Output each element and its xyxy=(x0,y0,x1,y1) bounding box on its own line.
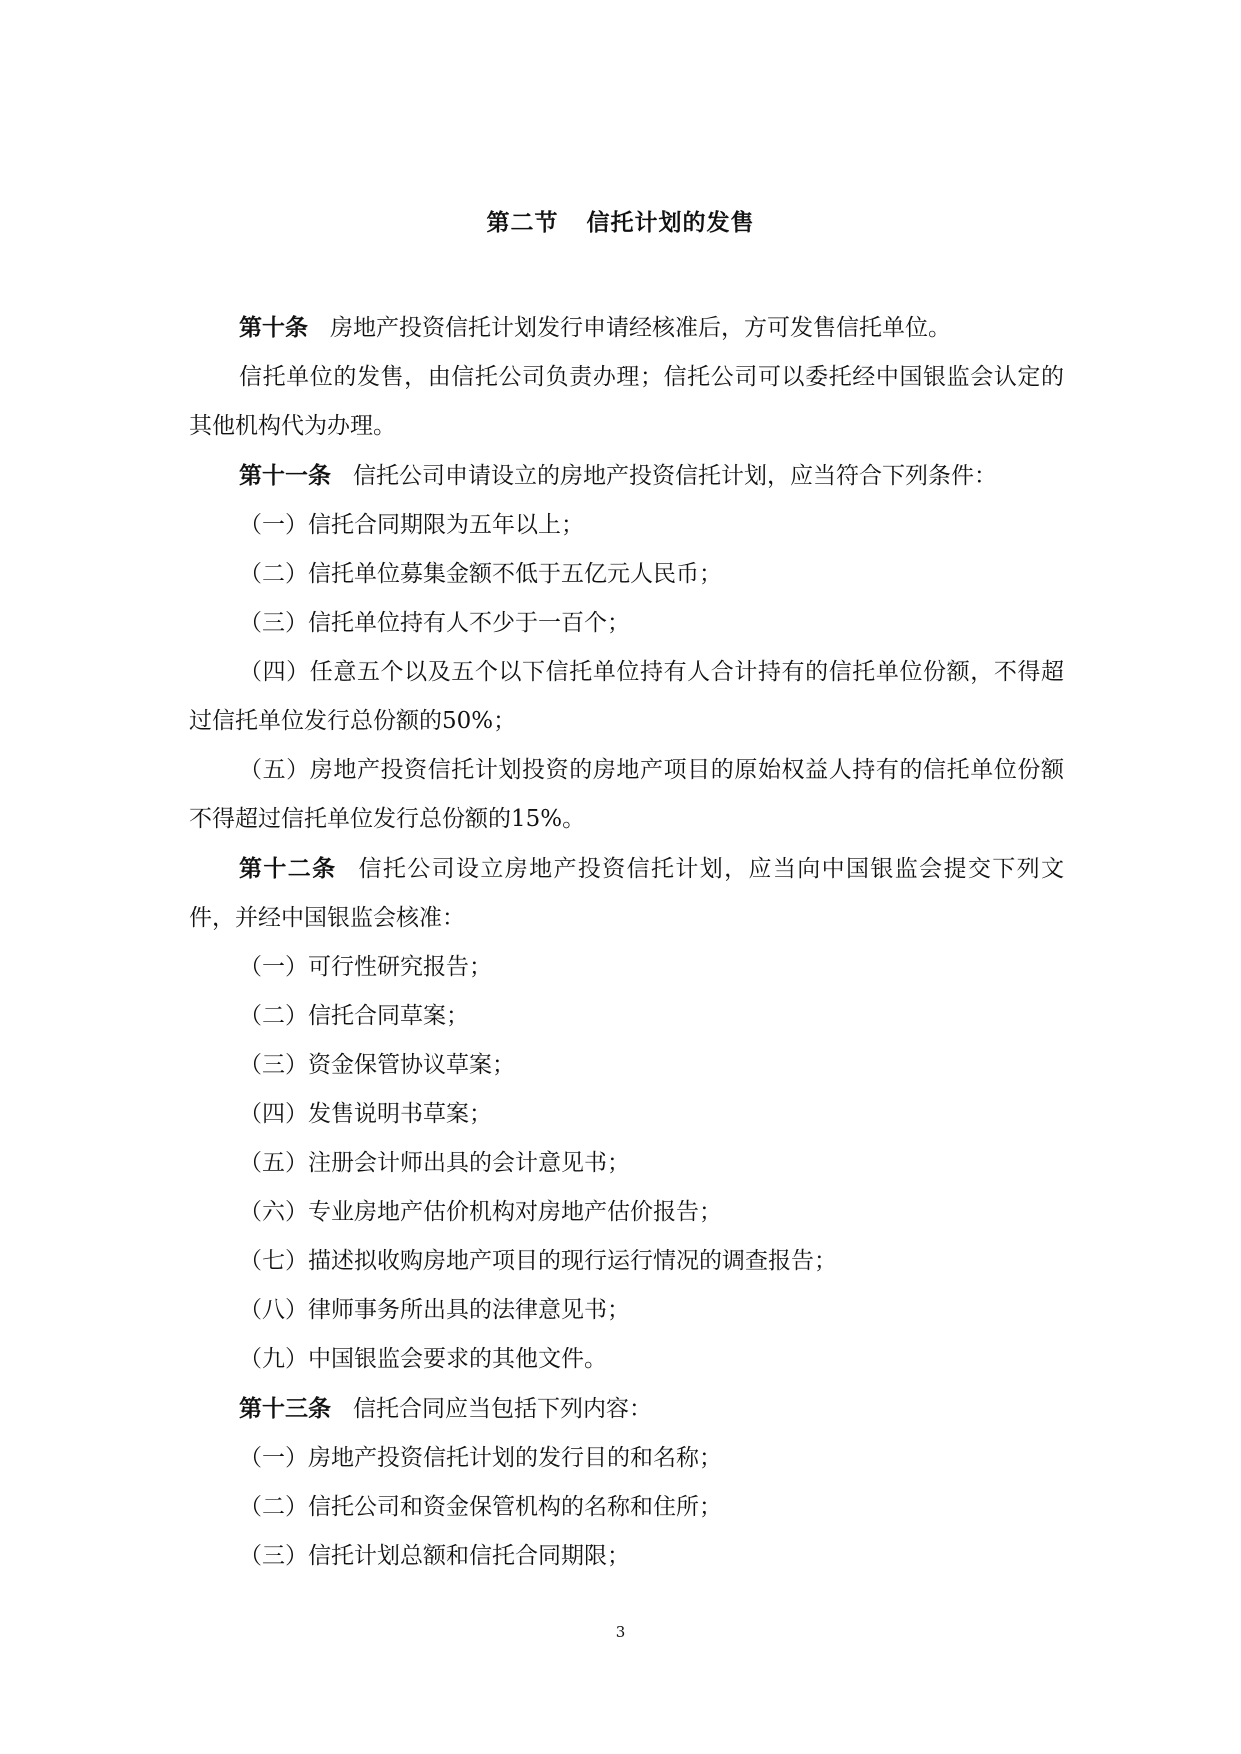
paragraph-text: （五）注册会计师出具的会计意见书； xyxy=(239,1150,630,1176)
article-label: 第十二条 xyxy=(239,855,337,882)
paragraph-text: （一）信托合同期限为五年以上； xyxy=(239,512,584,538)
body-text xyxy=(189,303,1064,1581)
paragraph-text: 信托公司申请设立的房地产投资信托计划，应当符合下列条件： xyxy=(353,463,997,489)
paragraph xyxy=(189,550,1064,599)
article-label: 第十三条 xyxy=(239,1395,331,1422)
paragraph xyxy=(189,1139,1064,1188)
article-label: 第十一条 xyxy=(239,462,331,489)
paragraph xyxy=(189,648,1064,746)
paragraph-text: 信托单位的发售，由信托公司负责办理；信托公司可以委托经中国银监会认定的其他机构代为办理。 xyxy=(189,364,1064,439)
paragraph xyxy=(189,1188,1064,1237)
paragraph-text: （一）可行性研究报告； xyxy=(239,954,492,980)
paragraph-text: 信托公司设立房地产投资信托计划，应当向中国银监会提交下列文件，并经中国银监会核准： xyxy=(189,856,1064,931)
section-heading xyxy=(0,205,1241,241)
paragraph xyxy=(189,1532,1064,1581)
paragraph xyxy=(189,746,1064,844)
paragraph xyxy=(189,599,1064,648)
page-number: 3 xyxy=(615,1623,626,1641)
article-paragraph xyxy=(189,303,1064,353)
paragraph-text: （二）信托单位募集金额不低于五亿元人民币； xyxy=(239,561,722,587)
paragraph xyxy=(189,1335,1064,1384)
paragraph-text: 信托合同应当包括下列内容： xyxy=(353,1396,652,1422)
paragraph-text: （三）资金保管协议草案； xyxy=(239,1052,515,1078)
paragraph xyxy=(189,501,1064,550)
section-title: 信托计划的发售 xyxy=(586,209,755,236)
paragraph-text: （六）专业房地产估价机构对房地产估价报告； xyxy=(239,1199,722,1225)
paragraph-text: 房地产投资信托计划发行申请经核准后，方可发售信托单位。 xyxy=(330,315,951,341)
paragraph xyxy=(189,1434,1064,1483)
article-paragraph xyxy=(189,1384,1064,1434)
paragraph-text: （三）信托计划总额和信托合同期限； xyxy=(239,1543,630,1569)
paragraph xyxy=(189,1286,1064,1335)
paragraph xyxy=(189,992,1064,1041)
paragraph-text: （九）中国银监会要求的其他文件。 xyxy=(239,1346,607,1372)
paragraph xyxy=(189,353,1064,451)
paragraph-text: （七）描述拟收购房地产项目的现行运行情况的调查报告； xyxy=(239,1248,837,1274)
paragraph xyxy=(189,1090,1064,1139)
paragraph-text: （五）房地产投资信托计划投资的房地产项目的原始权益人持有的信托单位份额不得超过信托单位发行总份额的15%。 xyxy=(189,757,1064,832)
paragraph-text: （一）房地产投资信托计划的发行目的和名称； xyxy=(239,1445,722,1471)
paragraph-text: （二）信托合同草案； xyxy=(239,1003,469,1029)
section-number: 第二节 xyxy=(486,209,559,236)
paragraph xyxy=(189,1041,1064,1090)
paragraph-text: （八）律师事务所出具的法律意见书； xyxy=(239,1297,630,1323)
paragraph xyxy=(189,1237,1064,1286)
article-paragraph xyxy=(189,844,1064,943)
paragraph xyxy=(189,943,1064,992)
paragraph-text: （三）信托单位持有人不少于一百个； xyxy=(239,610,630,636)
paragraph-text: （四）任意五个以及五个以下信托单位持有人合计持有的信托单位份额，不得超过信托单位发行总份额的50%； xyxy=(189,659,1064,734)
article-label: 第十条 xyxy=(239,314,308,341)
article-paragraph xyxy=(189,451,1064,501)
paragraph-text: （二）信托公司和资金保管机构的名称和住所； xyxy=(239,1494,722,1520)
paragraph xyxy=(189,1483,1064,1532)
paragraph-text: （四）发售说明书草案； xyxy=(239,1101,492,1127)
